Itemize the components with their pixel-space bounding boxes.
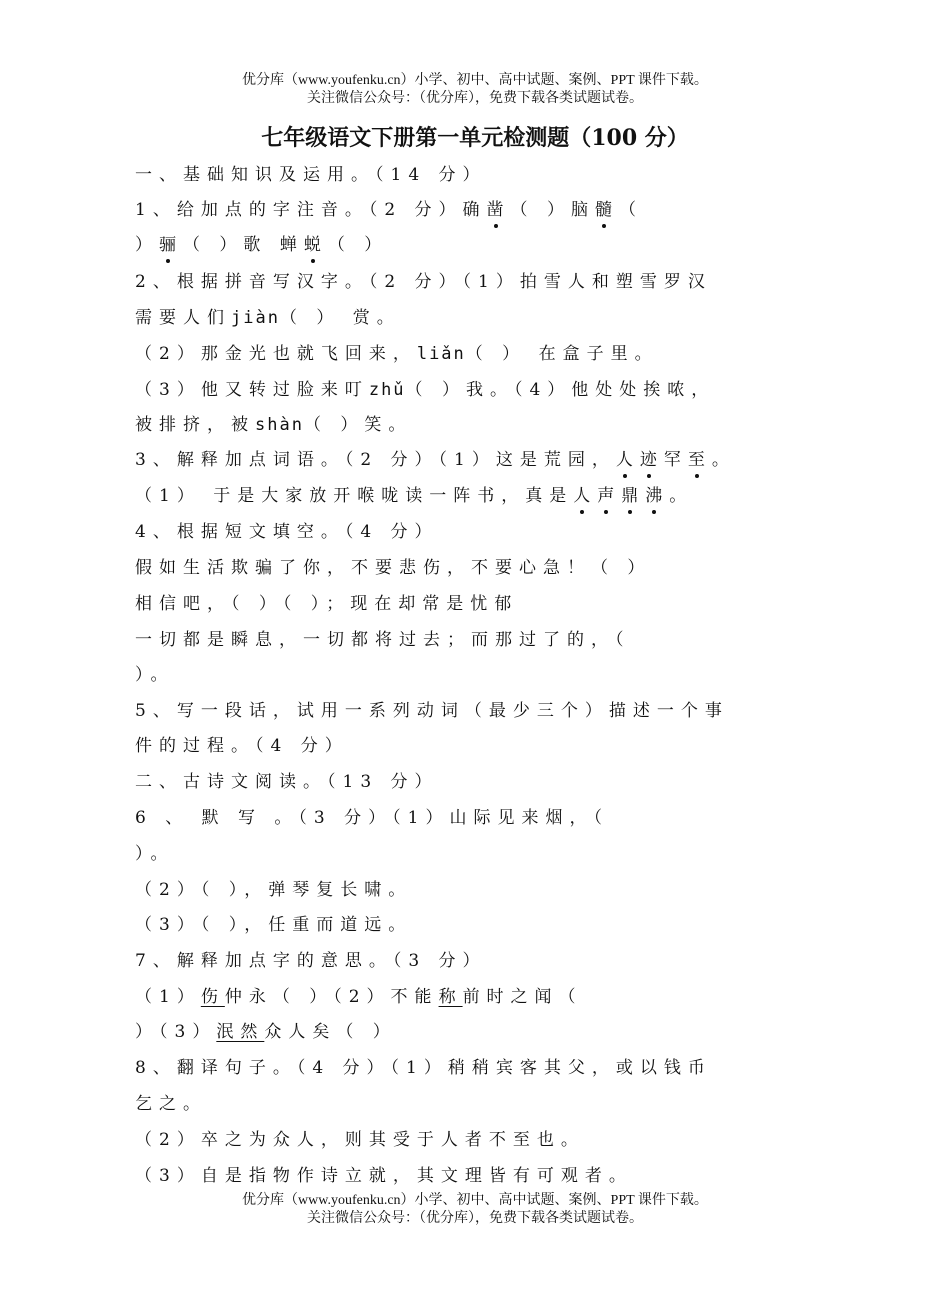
question-2: 2、根据拼音写汉字。（2 分）（1）拍雪人和塑雪罗汉 xyxy=(135,272,712,292)
question-2-line: （3）他又转过脸来叮zhǔ（ ）我。（4）他处处挨哝， xyxy=(135,380,716,400)
poem-line: ）。 xyxy=(135,665,175,685)
dotted-char: 迹 xyxy=(639,450,664,470)
question-6-line: （3）（ ），任重而道远。 xyxy=(135,915,413,935)
question-2-line: （2）那金光也就飞回来，liǎn（ ） 在盒子里。 xyxy=(135,344,659,364)
footer-promo-line: 优分库（www.youfenku.cn）小学、初中、高中试题、案例、PPT 课件下载。 xyxy=(242,1193,708,1208)
question-3-line: （1） 于是大家放开喉咙读一阵书，真是人声鼎沸。 xyxy=(135,486,694,506)
footer-wechat-line: 关注微信公众号：（优分库），免费下载各类试题试卷。 xyxy=(307,1211,643,1226)
question-5: 5、写一段话，试用一系列动词（最少三个）描述一个事 xyxy=(135,701,729,721)
underlined-char: 称 xyxy=(438,987,463,1007)
question-2-line: 被排挤，被shàn（ ）笑。 xyxy=(135,415,413,435)
question-8: 8、翻译句子。（4 分）（1）稍稍宾客其父，或以钱币 xyxy=(135,1058,712,1078)
question-8-line: （2）卒之为众人，则其受于人者不至也。 xyxy=(135,1130,585,1150)
question-8-line: （3）自是指物作诗立就，其文理皆有可观者。 xyxy=(135,1166,633,1186)
question-7-line: （1）伤仲永（ ）（2）不能称前时之闻（ xyxy=(135,987,583,1007)
page-title: 七年级语文下册第一单元检测题（100 分） xyxy=(261,125,689,151)
dotted-char: 人 xyxy=(615,450,640,470)
question-5-cont: 件的过程。（4 分） xyxy=(135,736,349,756)
question-6: 6 、 默 写 。（3 分）（1）山际见来烟，（ xyxy=(135,808,609,828)
question-7-line: ）（3）泯然众人矣（ ） xyxy=(135,1022,397,1042)
poem-line: 一切都是瞬息，一切都将过去；而那过了的，（ xyxy=(135,630,631,650)
dotted-char: 蜕 xyxy=(303,235,328,255)
header-promo-line: 优分库（www.youfenku.cn）小学、初中、高中试题、案例、PPT 课件下载。 xyxy=(242,73,708,88)
dotted-char: 凿 xyxy=(486,200,511,220)
header-wechat-line: 关注微信公众号：（优分库），免费下载各类试题试卷。 xyxy=(307,91,643,106)
section-2-heading: 二、古诗文阅读。（13 分） xyxy=(135,772,439,792)
question-6-line: （2）（ ），弹琴复长啸。 xyxy=(135,880,413,900)
dotted-char: 髓 xyxy=(594,200,619,220)
dotted-char: 骊 xyxy=(159,235,183,255)
dotted-char: 人 xyxy=(573,486,598,506)
underlined-char: 伤 xyxy=(200,987,225,1007)
dotted-char: 至 xyxy=(687,450,712,470)
question-6-cont: ）。 xyxy=(135,844,175,864)
question-8-cont: 乞之。 xyxy=(135,1094,207,1114)
poem-line: 相信吧，（ ）（ ）；现在却常是忧郁 xyxy=(135,594,519,614)
question-4: 4、根据短文填空。（4 分） xyxy=(135,522,439,542)
dotted-char: 沸 xyxy=(645,486,670,506)
dotted-char: 鼎 xyxy=(621,486,646,506)
question-1: 1、给加点的字注音。（2 分）确凿（ ）脑髓（ xyxy=(135,200,643,220)
poem-line: 假如生活欺骗了你，不要悲伤，不要心急！（ ） xyxy=(135,558,652,578)
question-7: 7、解释加点字的意思。（3 分） xyxy=(135,951,487,971)
question-2-line: 需要人们jiàn（ ） 赏。 xyxy=(135,308,401,328)
section-1-heading: 一、基础知识及运用。（14 分） xyxy=(135,165,487,185)
question-1-cont: ）骊（ ）歌 蝉蜕（ ） xyxy=(135,235,389,255)
question-3: 3、解释加点词语。（2 分）（1）这是荒园，人迹罕至。 xyxy=(135,450,736,470)
underlined-word: 泯然 xyxy=(216,1022,265,1042)
dotted-char: 声 xyxy=(597,486,622,506)
